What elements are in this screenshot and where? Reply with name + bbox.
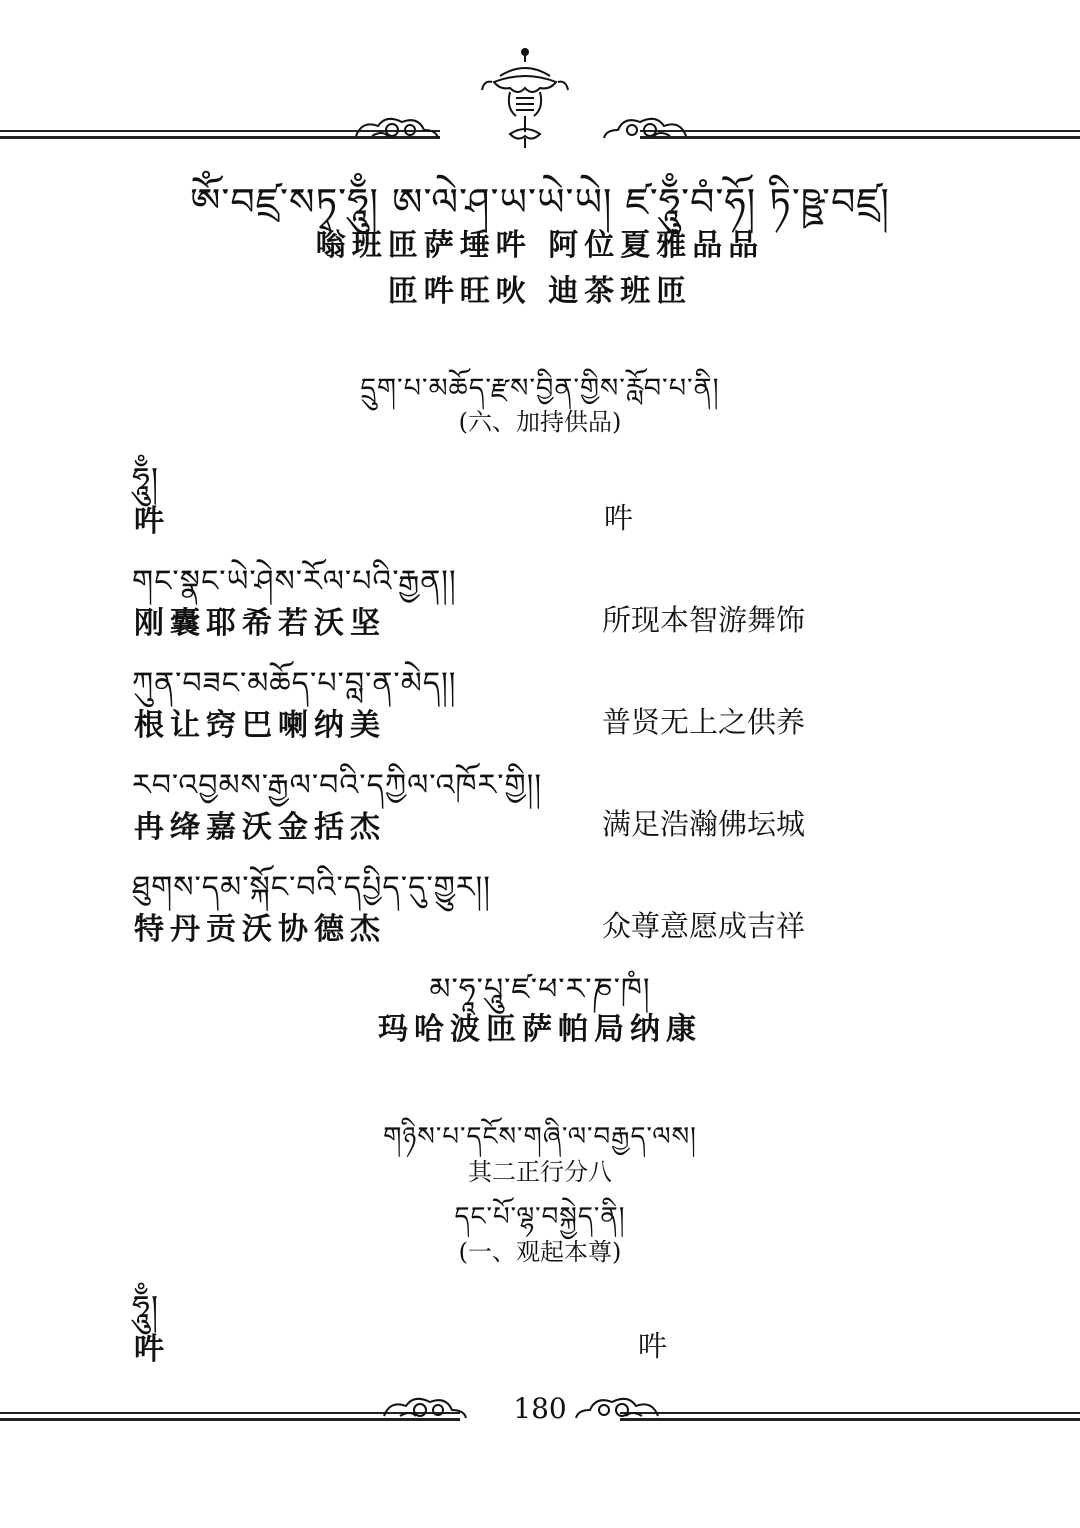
main-section-tibetan-heading: གཉིས་པ་དངོས་གཞི་ལ་བརྒྱད་ལས། bbox=[383, 1122, 697, 1152]
cloud-ornament-icon bbox=[352, 110, 442, 144]
verse-3-tibetan: རབ་འབྱམས་རྒྱལ་བའི་དཀྱིལ་འཁོར་གྱི།། bbox=[132, 768, 542, 803]
verse-1-translation: 所现本智游舞饰 bbox=[602, 603, 806, 637]
hum-translation: 吽 bbox=[638, 1329, 668, 1363]
subsection-tibetan-heading: དང་པོ་ལྷ་བསྐྱེད་ནི། bbox=[454, 1202, 626, 1232]
verse-4-phonetic: 特丹贡沃协德杰 bbox=[134, 912, 386, 947]
section6-tibetan-heading: དྲུག་པ་མཆོད་རྫས་བྱིན་གྱིས་རློབ་པ་ནི། bbox=[360, 373, 720, 404]
hum-phonetic: 吽 bbox=[134, 504, 164, 539]
verse-1-tibetan: གང་སྣང་ཡེ་ཤེས་རོལ་པའི་རྒྱན།། bbox=[132, 564, 457, 599]
verse-2-tibetan: ཀུན་བཟང་མཆོད་པ་བླ་ན་མེད།། bbox=[132, 666, 457, 701]
top-rule-right bbox=[640, 128, 1080, 140]
header-chinese-line2: 匝吽旺吙 迪茶班匝 bbox=[387, 274, 693, 309]
hum-phonetic: 吽 bbox=[134, 1332, 164, 1367]
verse-3-translation: 满足浩瀚佛坛城 bbox=[602, 807, 806, 841]
verse-1-phonetic: 刚囊耶希若沃坚 bbox=[134, 606, 386, 641]
verse-3-phonetic: 冉绛嘉沃金括杰 bbox=[134, 810, 386, 845]
parasol-emblem-icon bbox=[470, 46, 580, 156]
cloud-ornament-icon bbox=[600, 110, 690, 144]
hum-translation: 吽 bbox=[604, 501, 634, 535]
mantra-chinese: 玛哈波匝萨帕局纳康 bbox=[378, 1012, 702, 1047]
verse-2-translation: 普贤无上之供养 bbox=[602, 705, 806, 739]
header-chinese-line1: 嗡班匝萨埵吽 阿位夏雅品品 bbox=[315, 228, 765, 263]
section6-chinese-heading: (六、加持供品) bbox=[458, 408, 622, 436]
hum-tibetan: ཧཱུྃ། bbox=[132, 460, 160, 498]
header-tibetan-mantra: ཨོཾ་བཛྲ་སཏྭ་ཧཱུྃ། ཨ་ལེ་ཤ་ཡ་ཡེ་ཡེ། ཛ་ཧཱུྃ་བཾ་ཧོ། ཏི་ཥྛ་བཛྲ། bbox=[189, 180, 890, 224]
page-number: 180 bbox=[513, 1392, 567, 1425]
mantra-tibetan: མ་ཧཱ་པཱུ་ཛ་ཕ་ར་ཎ་ཁཾ། bbox=[429, 972, 651, 1007]
verse-4-translation: 众尊意愿成吉祥 bbox=[602, 909, 806, 943]
verse-2-phonetic: 根让窍巴喇纳美 bbox=[134, 708, 386, 743]
hum-tibetan: ཧཱུྃ། bbox=[132, 1288, 160, 1326]
subsection-chinese-heading: (一、观起本尊) bbox=[458, 1238, 622, 1266]
verse-4-tibetan: ཐུགས་དམ་སྐོང་བའི་དཔྱིད་དུ་གྱུར།། bbox=[132, 870, 491, 905]
main-section-chinese-heading: 其二正行分八 bbox=[468, 1158, 612, 1186]
